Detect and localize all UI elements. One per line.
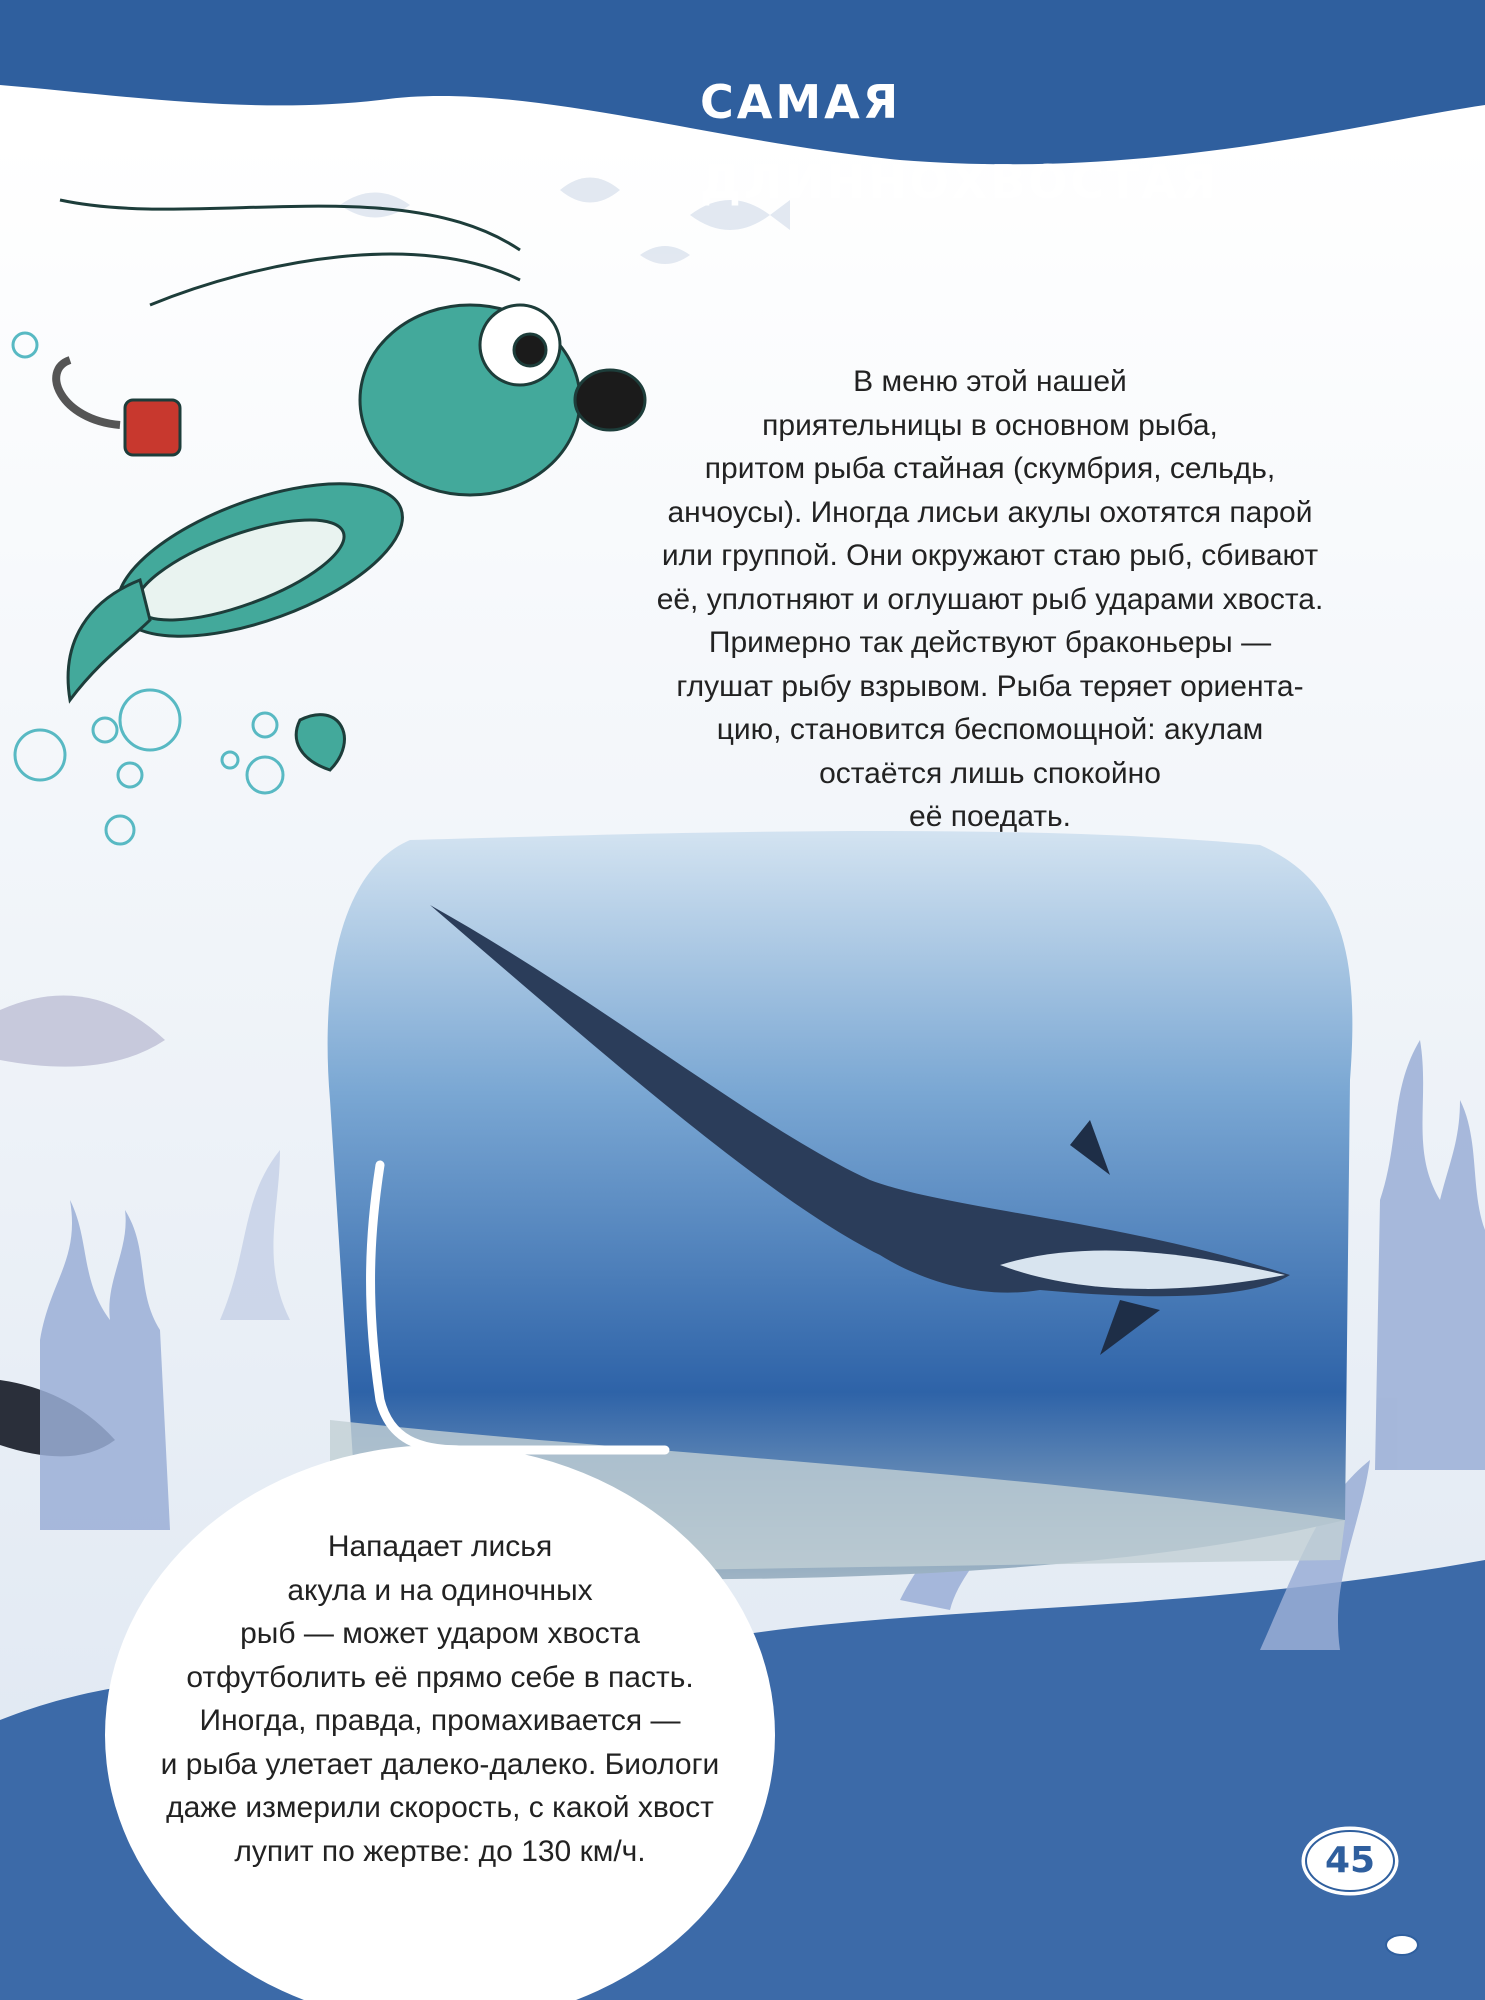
text-line: остаётся лишь спокойно xyxy=(819,756,1161,790)
text-line: отфутболить её прямо себе в пасть. xyxy=(186,1660,694,1694)
text-line: глушат рыбу взрывом. Рыба теряет ориента- xyxy=(676,669,1304,703)
text-line: лупит по жертве: до 130 км/ч. xyxy=(234,1834,646,1868)
text-line: приятельницы в основном рыба, xyxy=(762,408,1218,442)
text-line: акула и на одиночных xyxy=(287,1573,593,1607)
text-line: и рыба улетает далеко-далеко. Биологи xyxy=(160,1747,720,1781)
text-line: или группой. Они окружают стаю рыб, сбивают xyxy=(661,539,1319,572)
text-line: В меню этой нашей xyxy=(853,365,1127,398)
text-line: Нападает лисья xyxy=(327,1530,553,1563)
text-line: цию, становится беспомощной: акулам xyxy=(716,713,1264,746)
text-line: анчоусы). Иногда лисьи акулы охотятся парой xyxy=(667,495,1313,529)
bottom-paragraph xyxy=(140,1525,740,1873)
small-bubble xyxy=(1386,1935,1418,1955)
text-line: Примерно так действуют браконьеры — xyxy=(708,626,1272,659)
top-paragraph xyxy=(600,360,1380,839)
text-line: притом рыба стайная (скумбрия, сельдь, xyxy=(704,452,1276,485)
text-line: рыб — может ударом хвоста xyxy=(240,1617,640,1650)
page-number: 45 xyxy=(1324,1840,1376,1881)
page-title: САМАЯ ДЛИННОХВОСТАЯ xyxy=(700,75,1219,209)
text-line: её поедать. xyxy=(909,800,1071,833)
text-line: Иногда, правда, промахивается — xyxy=(199,1704,681,1737)
text-line: её, уплотняют и оглушают рыб ударами хвоста. xyxy=(656,582,1324,616)
text-line: даже измерили скорость, с какой хвост xyxy=(166,1791,714,1824)
